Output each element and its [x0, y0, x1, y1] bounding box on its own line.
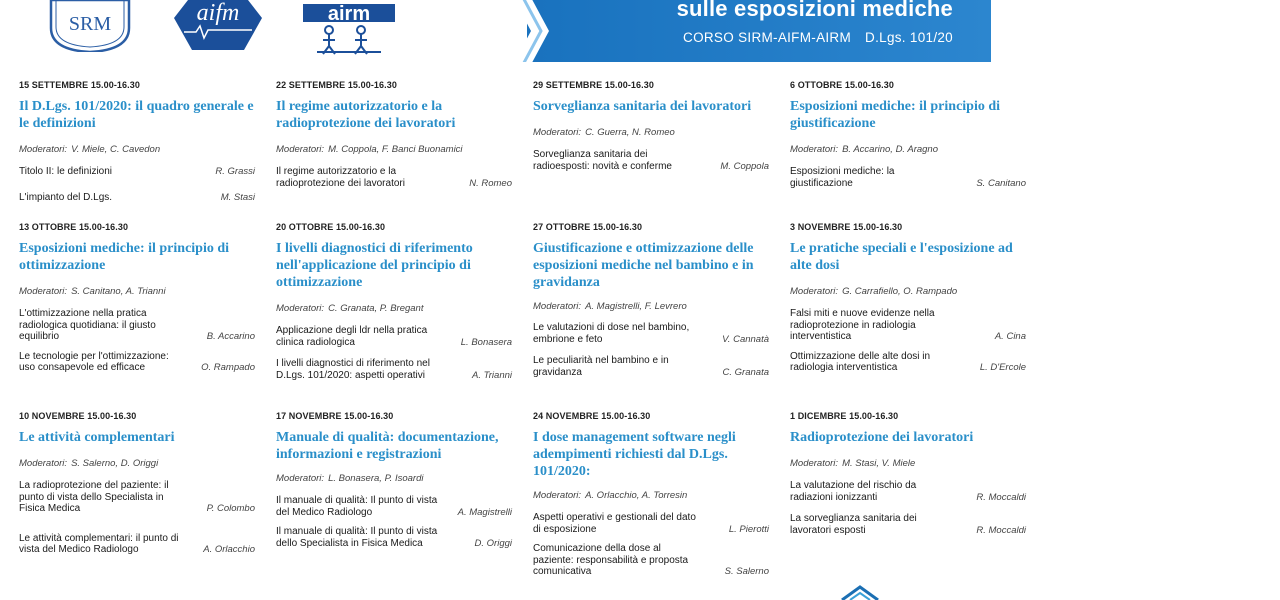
talk-speaker: V. Cannatà — [722, 333, 769, 345]
moderators-line — [276, 144, 512, 155]
talk-speaker: A. Orlacchio — [203, 544, 255, 555]
session-title: Giustificazione e ottimizzazione delle esposizioni mediche nel bambino e in gravidanza — [533, 241, 754, 290]
talk-title: La valutazione del rischio da radiazioni ionizzanti — [790, 480, 917, 503]
moderators-names: B. Accarino, D. Aragno — [842, 144, 938, 155]
talk-item — [790, 480, 1026, 503]
moderators-label: Moderatori: — [533, 127, 582, 138]
talk-title: Sorveglianza sanitaria dei radioesposti: novità e conferme — [533, 149, 672, 172]
moderators-names: M. Coppola, F. Banci Buonamici — [328, 144, 463, 155]
talk-item — [276, 166, 512, 189]
session-date: 22 SETTEMBRE 15.00-16.30 — [276, 80, 397, 90]
talk-title: Il manuale di qualità: Il punto di vista del Medico Radiologo — [276, 495, 438, 518]
session-date: 24 NOVEMBRE 15.00-16.30 — [533, 411, 651, 421]
talk-title: I livelli diagnostici di riferimento nel D.Lgs. 101/2020: aspetti operativi — [276, 358, 430, 381]
talk-title: Le valutazioni di dose nel bambino, embrione e feto — [533, 322, 690, 345]
session-card — [19, 222, 255, 383]
moderators-label: Moderatori: — [276, 473, 325, 484]
moderators-names: A. Magistrelli, F. Levrero — [585, 301, 687, 312]
talk-title: L'impianto del D.Lgs. — [19, 191, 113, 203]
session-card — [19, 80, 255, 212]
session-title: I livelli diagnostici di riferimento nell'applicazione del principio di ottimizzazione — [276, 241, 473, 290]
session-title: Le attività complementari — [19, 430, 175, 445]
session-date: 27 OTTOBRE 15.00-16.30 — [533, 222, 643, 232]
partial-logo — [838, 584, 882, 600]
session-date: 20 OTTOBRE 15.00-16.30 — [276, 222, 386, 232]
talk-item — [19, 533, 255, 556]
moderators-names: G. Carrafiello, O. Rampado — [842, 286, 958, 297]
session-title: Il regime autorizzatorio e la radioprotezione dei lavoratori — [276, 99, 456, 131]
talk-title: Il manuale di qualità: Il punto di vista dello Specialista in Fisica Medica — [276, 526, 438, 549]
moderators-names: S. Canitano, A. Trianni — [71, 286, 166, 297]
moderators-line — [19, 286, 255, 297]
talk-title: Le attività complementari: il punto di vista del Medico Radiologo — [19, 532, 179, 555]
talk-speaker: N. Romeo — [469, 177, 512, 189]
talk-title: Il regime autorizzatorio e la radioprotezione dei lavoratori — [276, 166, 405, 189]
session-card — [533, 222, 769, 387]
session-card — [790, 80, 1026, 198]
talk-title: Ottimizzazione delle alte dosi in radiologia interventistica — [790, 350, 931, 373]
session-date: 13 OTTOBRE 15.00-16.30 — [19, 222, 129, 232]
talk-title: Falsi miti e nuove evidenze nella radioprotezione in radiologia interventistica — [790, 308, 935, 342]
talk-item — [533, 512, 769, 535]
talk-title: La radioprotezione del paziente: il punto di vista dello Specialista in Fisica Medica — [19, 480, 169, 514]
moderators-label: Moderatori: — [790, 458, 839, 469]
moderators-line — [533, 127, 769, 138]
talk-speaker: S. Canitano — [976, 177, 1026, 189]
moderators-names: C. Granata, P. Bregant — [328, 303, 424, 314]
moderators-names: L. Bonasera, P. Isoardi — [328, 473, 424, 484]
moderators-label: Moderatori: — [790, 144, 839, 155]
talk-item — [276, 358, 512, 381]
session-card — [790, 411, 1026, 545]
talk-speaker: A. Magistrelli — [457, 506, 512, 518]
moderators-line — [19, 458, 255, 469]
session-date: 17 NOVEMBRE 15.00-16.30 — [276, 411, 394, 421]
talk-item — [533, 149, 769, 172]
talk-item — [19, 166, 255, 178]
moderators-names: C. Guerra, N. Romeo — [585, 127, 675, 138]
session-card — [276, 80, 512, 198]
session-card — [19, 411, 255, 565]
talk-item — [533, 322, 769, 345]
session-date: 1 DICEMBRE 15.00-16.30 — [790, 411, 899, 421]
session-title: Il D.Lgs. 101/2020: il quadro generale e le definizioni — [19, 99, 254, 131]
banner-title: sulle esposizioni mediche — [676, 0, 953, 21]
talk-speaker: M. Stasi — [220, 191, 255, 203]
talk-speaker: A. Trianni — [472, 369, 512, 381]
talk-item — [276, 495, 512, 518]
moderators-label: Moderatori: — [19, 286, 68, 297]
session-title: I dose management software negli adempimenti richiesti dal D.Lgs. 101/2020: — [533, 430, 736, 479]
session-date: 15 SETTEMBRE 15.00-16.30 — [19, 80, 140, 90]
session-title: Manuale di qualità: documentazione, informazioni e registrazioni — [276, 430, 499, 462]
moderators-line — [533, 490, 769, 501]
moderators-label: Moderatori: — [19, 144, 68, 155]
talk-title: Le tecnologie per l'ottimizzazione: uso consapevole ed efficace — [19, 350, 169, 373]
talk-item — [790, 351, 1026, 374]
airm-logo-text: airm — [327, 3, 371, 25]
talk-title: Esposizioni mediche: la giustificazione — [790, 166, 895, 189]
session-card — [533, 411, 769, 587]
talk-item — [533, 543, 769, 578]
talk-speaker: C. Granata — [722, 366, 769, 378]
session-title: Le pratiche speciali e l'esposizione ad alte dosi — [790, 241, 1013, 273]
aifm-logo-text: aifm — [196, 0, 240, 26]
talk-title: Titolo II: le definizioni — [19, 166, 113, 177]
moderators-line — [790, 144, 1026, 155]
talk-title: La sorveglianza sanitaria dei lavoratori esposti — [790, 513, 917, 536]
session-title: Esposizioni mediche: il principio di ottimizzazione — [19, 241, 230, 273]
talk-title: Comunicazione della dose al paziente: responsabilità e proposta comunicativa — [533, 543, 689, 577]
moderators-label: Moderatori: — [790, 286, 839, 297]
moderators-line — [533, 301, 769, 312]
talk-title: Aspetti operativi e gestionali del dato di esposizione — [533, 512, 696, 535]
session-card — [790, 222, 1026, 383]
talk-speaker: R. Moccaldi — [976, 524, 1026, 536]
moderators-line — [276, 473, 512, 484]
sirm-logo — [47, 0, 133, 52]
session-title: Radioprotezione dei lavoratori — [790, 430, 974, 445]
session-date: 3 NOVEMBRE 15.00-16.30 — [790, 222, 903, 232]
talk-speaker: R. Moccaldi — [976, 491, 1026, 503]
talk-item — [276, 325, 512, 348]
moderators-label: Moderatori: — [533, 301, 582, 312]
moderators-label: Moderatori: — [19, 458, 68, 469]
airm-logo — [299, 0, 399, 56]
talk-speaker: A. Cina — [994, 331, 1026, 342]
talk-speaker: O. Rampado — [201, 362, 255, 373]
talk-item — [19, 351, 255, 374]
sirm-logo-text: SRM — [68, 13, 112, 35]
moderators-label: Moderatori: — [276, 303, 325, 314]
talk-item — [276, 526, 512, 549]
talk-item — [533, 355, 769, 378]
course-label: CORSO SIRM-AIFM-AIRM — [683, 30, 852, 45]
talk-speaker: S. Salerno — [724, 566, 769, 577]
talk-speaker: L. Bonasera — [460, 336, 512, 348]
header-banner — [17, 0, 991, 62]
session-title: Esposizioni mediche: il principio di giustificazione — [790, 99, 1001, 131]
moderators-line — [790, 458, 1026, 469]
talk-speaker: L. Pierotti — [728, 523, 769, 535]
decree-label: D.Lgs. 101/20 — [865, 30, 953, 45]
moderators-line — [19, 144, 255, 155]
moderators-names: S. Salerno, D. Origgi — [71, 458, 159, 469]
session-date: 29 SETTEMBRE 15.00-16.30 — [533, 80, 654, 90]
session-date: 10 NOVEMBRE 15.00-16.30 — [19, 411, 137, 421]
talk-title: Le peculiarità nel bambino e in gravidanza — [533, 355, 669, 378]
moderators-names: A. Orlacchio, A. Torresin — [585, 490, 688, 501]
moderators-line — [276, 303, 512, 314]
talk-item — [19, 308, 255, 343]
session-card — [276, 222, 512, 390]
banner-subtitle — [683, 30, 953, 45]
session-title: Sorveglianza sanitaria dei lavoratori — [533, 99, 752, 114]
chevron-decoration — [509, 0, 549, 62]
talk-item — [790, 513, 1026, 536]
talk-speaker: R. Grassi — [215, 166, 255, 177]
talk-item — [19, 480, 255, 515]
session-card — [276, 411, 512, 558]
talk-speaker: B. Accarino — [206, 331, 255, 342]
moderators-line — [790, 286, 1026, 297]
moderators-names: M. Stasi, V. Miele — [842, 458, 916, 469]
talk-title: L'ottimizzazione nella pratica radiologica quotidiana: il giusto equilibrio — [19, 308, 156, 342]
session-date: 6 OTTOBRE 15.00-16.30 — [790, 80, 894, 90]
talk-speaker: D. Origgi — [474, 537, 512, 549]
moderators-label: Moderatori: — [533, 490, 582, 501]
talk-item — [790, 308, 1026, 343]
talk-speaker: P. Colombo — [206, 503, 255, 514]
talk-speaker: L. D'Ercole — [979, 362, 1026, 373]
talk-item — [19, 192, 255, 204]
session-card — [533, 80, 769, 181]
moderators-label: Moderatori: — [276, 144, 325, 155]
aifm-logo — [174, 0, 262, 52]
talk-item — [790, 166, 1026, 189]
talk-speaker: M. Coppola — [720, 160, 769, 172]
moderators-names: V. Miele, C. Cavedon — [71, 144, 161, 155]
talk-title: Applicazione degli ldr nella pratica clinica radiologica — [276, 325, 428, 348]
